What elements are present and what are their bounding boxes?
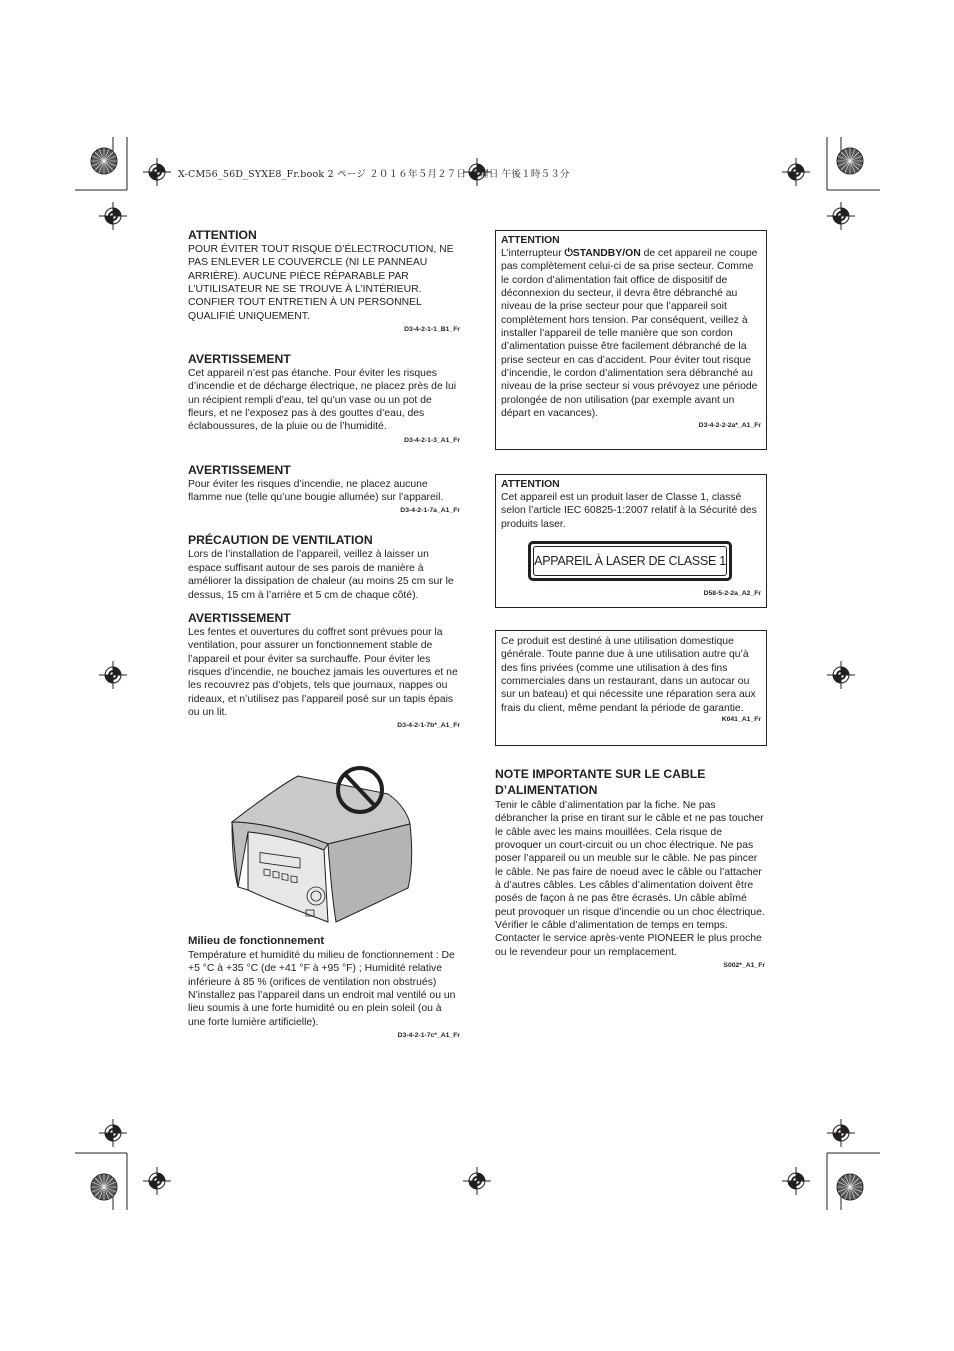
section-body-2: N’installez pas l’appareil dans un endroit mal ventilé ou un lieu soumis à une forte humidité ou en plein soleil (ou à une forte lumière artificielle).	[188, 990, 456, 1028]
section-title: NOTE IMPORTANTE SUR LE CABLE D’ALIMENTATION	[495, 767, 706, 797]
section-avertissement-1	[188, 352, 460, 444]
box-domestic-use	[495, 630, 767, 746]
section-body: Pour éviter les risques d’incendie, ne placez aucune flamme nue (telle qu’une bougie allumée) sur l’appareil.	[188, 478, 444, 504]
section-code: D3-4-2-1-7a_A1_Fr	[400, 507, 460, 515]
box-attention-laser	[495, 474, 767, 608]
box-code: D58-5-2-2a_A2_Fr	[703, 590, 761, 598]
section-avertissement-2	[188, 463, 460, 515]
section-body: Cet appareil n’est pas étanche. Pour éviter les risques d’incendie et de décharge électrique, ne placez près de lui un récipient rempli d’eau, tel qu’un vase ou un pot de fleurs, et ne l’exposez pas à des gouttes d’eau, des éclaboussures, de la pluie ou de l’humidité.	[188, 368, 457, 433]
section-body: Les fentes et ouvertures du coffret sont prévues pour la ventilation, pour assurer un fonctionnement stable de l’appareil et pour éviter sa surchauffe. Pour éviter les risques d’incendie, ne bouchez jamais les ouvertures et ne les recouvrez pas d’objets, tels que journaux, nappes ou rideaux, et n’utilisez pas l’appareil posé sur un tapis épais ou un lit.	[188, 626, 458, 718]
box-code: K041_A1_Fr	[721, 716, 761, 724]
box-body: Cet appareil est un produit laser de Classe 1, classé selon l’article IEC 60825-1:2007 relatif à la Sécurité des produits laser.	[501, 492, 757, 530]
section-avertissement-3	[188, 611, 460, 729]
section-code: D3-4-2-1-7c*_A1_Fr	[397, 1032, 460, 1040]
section-ventilation	[188, 533, 460, 601]
laser-class-label-text: APPAREIL À LASER DE CLASSE 1	[534, 554, 726, 569]
covered-stereo-prohibited-icon	[228, 762, 418, 927]
section-title: AVERTISSEMENT	[188, 462, 291, 477]
left-column	[188, 228, 460, 729]
box-title: ATTENTION	[501, 479, 560, 490]
section-code: D3-4-2-1-3_A1_Fr	[404, 436, 460, 444]
box-title: ATTENTION	[501, 235, 560, 246]
box-body: Ce produit est destiné à une utilisation domestique générale. Toute panne due à une utilisation autre qu’à des fins privées (comme une utilisation à des fins commerciales dans un restaurant, dans un autocar ou sur un bateau) et qui nécessite une réparation sera aux frais du client, même pendant la période de garantie.	[501, 636, 756, 714]
section-body: Lors de l’installation de l’appareil, veillez à laisser un espace suffisant autour de ses parois de manière à améliorer la dissipation de chaleur (au moins 25 cm sur le dessus, 15 cm à l’arrière et 5 cm de chaque côté).	[188, 549, 454, 601]
section-code: D3-4-2-1-1_B1_Fr	[404, 326, 460, 334]
section-body-1: Température et humidité du milieu de fonctionnement : De +5 °C à +35 °C (de +41 °F à +95 °F) ; Humidité relative inférieure à 85 % (orifices de ventilation non obstrués)	[188, 950, 455, 988]
section-title: ATTENTION	[188, 228, 257, 242]
section-power-cable	[495, 767, 765, 969]
laser-class-label	[528, 541, 732, 581]
box-code: D3-4-2-2-2a*_A1_Fr	[698, 422, 761, 430]
section-title: Milieu de fonctionnement	[188, 935, 325, 947]
box-body	[501, 247, 761, 420]
section-title: AVERTISSEMENT	[188, 352, 291, 367]
section-code: S002*_A1_Fr	[723, 962, 765, 970]
section-milieu	[188, 934, 460, 1039]
section-title: PRÉCAUTION DE VENTILATION	[188, 533, 373, 548]
power-icon: ⏻	[564, 248, 573, 259]
section-attention	[188, 228, 460, 333]
section-body: POUR ÉVITER TOUT RISQUE D’ÉLECTROCUTION, NE PAS ENLEVER LE COUVERCLE (NI LE PANNEAU ARRIÈRE). AUCUNE PIÈCE RÉPARABLE PAR L’UTILISATEUR NE SE TROUVE À L’INTÉRIEUR. CONFIER TOUT ENTRETIEN À UN PERSONNEL QUALIFIÉ UNIQUEMENT.	[188, 244, 454, 322]
section-title: AVERTISSEMENT	[188, 610, 291, 625]
standby-on-label: STANDBY/ON	[572, 248, 641, 259]
box-attention-standby	[495, 230, 767, 450]
box-body-pre: L’interrupteur	[501, 248, 565, 259]
print-header: X-CM56_56D_SYXE8_Fr.book 2 ページ ２０１６年５月２７日 金曜日 午後１時５３分	[178, 169, 570, 180]
section-body: Tenir le câble d’alimentation par la fiche. Ne pas débrancher la prise en tirant sur le câble et ne pas toucher le câble avec les mains mouillées. Cela risque de provoquer un court-circuit ou un choc électrique. Ne pas poser l’appareil ou un meuble sur le câble. Ne pas pincer le câble. Ne pas faire de noeud avec le câble ou l’attacher à d’autres câbles. Les câbles d’alimentation doivent être posés de façon à ne pas être écrasés. Un câble abîmé peut provoquer un risque d’incendie ou un choc électrique. Vérifier le câble d’alimentation de temps en temps. Contacter le service après-vente PIONEER le plus proche ou le revendeur pour un remplacement.	[495, 800, 765, 958]
box-body-rest: de cet appareil ne coupe pas complètement celui-ci de sa prise secteur. Comme le cordon d’alimentation fait office de dispositif de déconnexion du secteur, il devra être débranché au niveau de la prise secteur pour que l’appareil soit complètement hors tension. Par conséquent, veillez à installer l’appareil de telle manière que son cordon d’alimentation puisse être facilement débranché de la prise secteur en cas d’accident. Pour éviter tout risque d’incendie, le cordon d’alimentation sera débranché au niveau de la prise secteur si vous prévoyez une période prolongée de non utilisation (par exemple avant un départ en vacances).	[501, 248, 758, 420]
section-code: D3-4-2-1-7b*_A1_Fr	[397, 722, 460, 730]
